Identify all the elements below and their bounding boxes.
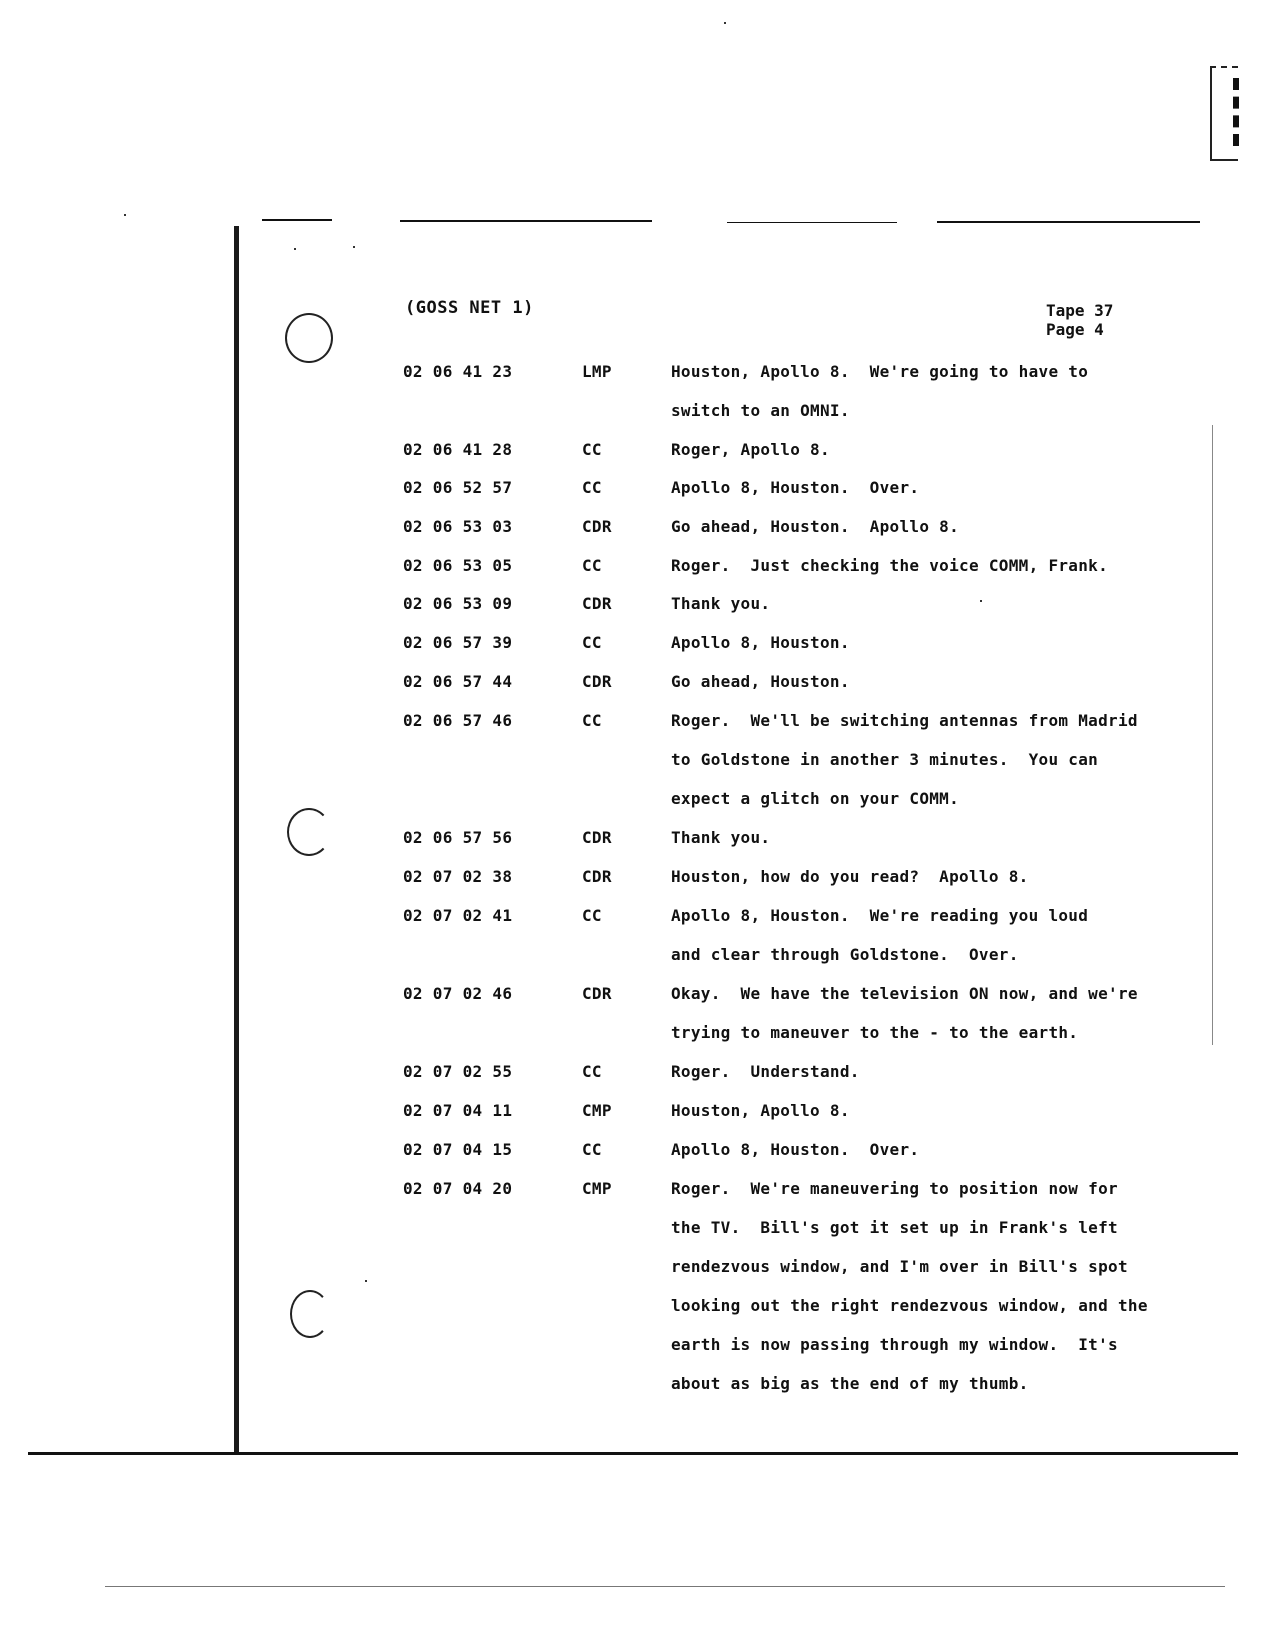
utterance-line: rendezvous window, and I'm over in Bill's spot xyxy=(671,1257,1128,1276)
utterance-line: expect a glitch on your COMM. xyxy=(671,789,960,808)
bottom-rule xyxy=(28,1452,1238,1455)
timestamp: 02 06 41 23 xyxy=(403,362,513,381)
utterance-line: Roger, Apollo 8. xyxy=(671,440,830,459)
utterance-line: earth is now passing through my window. It's xyxy=(671,1335,1118,1354)
scan-speck xyxy=(724,22,726,24)
utterance-line: Roger. We're maneuvering to position now for xyxy=(671,1179,1118,1198)
page-number: Page 4 xyxy=(1046,320,1104,339)
speaker: CC xyxy=(582,478,602,497)
utterance-line: Apollo 8, Houston. Over. xyxy=(671,478,920,497)
scan-speck xyxy=(980,600,982,602)
utterance-line: to Goldstone in another 3 minutes. You can xyxy=(671,750,1099,769)
timestamp: 02 06 57 39 xyxy=(403,633,513,652)
timestamp: 02 06 53 09 xyxy=(403,594,513,613)
utterance-line: about as big as the end of my thumb. xyxy=(671,1374,1029,1393)
timestamp: 02 06 41 28 xyxy=(403,440,513,459)
utterance-line: looking out the right rendezvous window, and the xyxy=(671,1296,1148,1315)
utterance-line: the TV. Bill's got it set up in Frank's left xyxy=(671,1218,1118,1237)
speaker: CC xyxy=(582,1140,602,1159)
speaker: CC xyxy=(582,1062,602,1081)
top-rule-left xyxy=(262,219,332,221)
utterance-line: Apollo 8, Houston. We're reading you loud xyxy=(671,906,1089,925)
utterance-line: Go ahead, Houston. Apollo 8. xyxy=(671,517,960,536)
utterance-line: Okay. We have the television ON now, and we're xyxy=(671,984,1138,1003)
timestamp: 02 06 53 03 xyxy=(403,517,513,536)
tape-page-label xyxy=(1046,301,1113,339)
speaker: CC xyxy=(582,906,602,925)
timestamp: 02 07 04 20 xyxy=(403,1179,513,1198)
punch-hole-middle xyxy=(287,808,331,856)
utterance-line: switch to an OMNI. xyxy=(671,401,850,420)
punch-hole-top xyxy=(285,313,333,363)
top-rule-middle xyxy=(400,220,652,222)
timestamp: 02 06 57 56 xyxy=(403,828,513,847)
speaker: CDR xyxy=(582,828,612,847)
scan-speck xyxy=(365,1280,367,1282)
speaker: CDR xyxy=(582,594,612,613)
speaker: CDR xyxy=(582,984,612,1003)
speaker: CC xyxy=(582,440,602,459)
speaker: CC xyxy=(582,556,602,575)
speaker: CC xyxy=(582,711,602,730)
utterance-line: Go ahead, Houston. xyxy=(671,672,850,691)
utterance-line: Thank you. xyxy=(671,594,771,613)
timestamp: 02 07 04 11 xyxy=(403,1101,513,1120)
timestamp: 02 07 02 38 xyxy=(403,867,513,886)
timestamp: 02 06 52 57 xyxy=(403,478,513,497)
utterance-line: Roger. Just checking the voice COMM, Frank. xyxy=(671,556,1109,575)
timestamp: 02 07 02 46 xyxy=(403,984,513,1003)
timestamp: 02 07 04 15 xyxy=(403,1140,513,1159)
punch-hole-bottom xyxy=(290,1290,330,1338)
scan-speck xyxy=(294,248,296,250)
scan-speck xyxy=(353,246,355,248)
utterance-line: Houston, how do you read? Apollo 8. xyxy=(671,867,1029,886)
tape-number: Tape 37 xyxy=(1046,301,1114,320)
timestamp: 02 06 57 46 xyxy=(403,711,513,730)
utterance-line: trying to maneuver to the - to the earth. xyxy=(671,1023,1079,1042)
speaker: CMP xyxy=(582,1179,612,1198)
binder-dash-mark xyxy=(1233,78,1239,146)
timestamp: 02 06 53 05 xyxy=(403,556,513,575)
timestamp: 02 06 57 44 xyxy=(403,672,513,691)
speaker: CC xyxy=(582,633,602,652)
utterance-line: Apollo 8, Houston. Over. xyxy=(671,1140,920,1159)
top-rule-right-a xyxy=(727,222,897,223)
utterance-line: Houston, Apollo 8. We're going to have to xyxy=(671,362,1089,381)
speaker: CDR xyxy=(582,517,612,536)
utterance-line: and clear through Goldstone. Over. xyxy=(671,945,1019,964)
utterance-line: Houston, Apollo 8. xyxy=(671,1101,850,1120)
timestamp: 02 07 02 41 xyxy=(403,906,513,925)
speaker: LMP xyxy=(582,362,612,381)
top-rule-right-b xyxy=(937,221,1200,223)
scan-speck xyxy=(124,214,126,216)
bottom-dotted-rule xyxy=(105,1586,1225,1587)
network-label: (GOSS NET 1) xyxy=(405,298,534,318)
timestamp: 02 07 02 55 xyxy=(403,1062,513,1081)
left-binding-bar xyxy=(234,226,239,1454)
utterance-line: Roger. We'll be switching antennas from Madrid xyxy=(671,711,1138,730)
speaker: CMP xyxy=(582,1101,612,1120)
right-margin-line xyxy=(1212,425,1213,1045)
utterance-line: Roger. Understand. xyxy=(671,1062,860,1081)
speaker: CDR xyxy=(582,867,612,886)
utterance-line: Apollo 8, Houston. xyxy=(671,633,850,652)
utterance-line: Thank you. xyxy=(671,828,771,847)
speaker: CDR xyxy=(582,672,612,691)
